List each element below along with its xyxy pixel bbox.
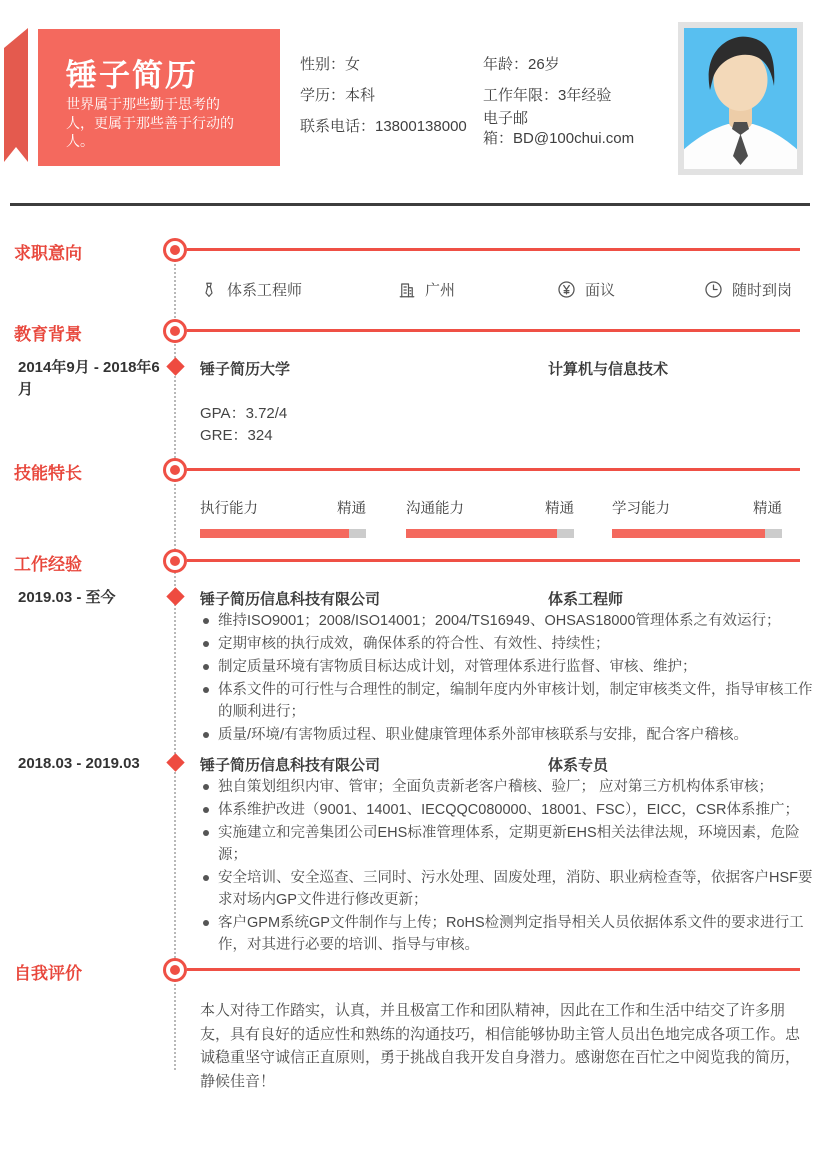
education-major: 计算机与信息技术 [548,361,669,378]
skill-item [200,497,366,538]
intention-position-label: 体系工程师 [227,282,303,299]
section-rule-evaluation [187,968,800,971]
timeline-node-icon [163,549,187,573]
header-divider [10,203,810,206]
intention-availability [704,279,792,300]
profile-phone: 联系电话：13800138000 [300,118,467,135]
intention-position [200,279,302,300]
education-school: 锤子简历大学 [200,361,291,378]
timeline-node-icon [163,319,187,343]
job-company: 锤子简历信息科技有限公司 [200,591,381,608]
resume-motto: 世界属于那些勤于思考的人，更属于那些善于行动的人。 [66,96,234,149]
job-bullet: 维持ISO9001；2008/ISO14001；2004/TS16949、OHSAS18000管理体系之有效运行； [200,610,814,632]
clock-icon [704,280,723,299]
job-company: 锤子简历信息科技有限公司 [200,757,381,774]
tie-icon [200,281,218,299]
timeline-node-icon [163,458,187,482]
job-bullet: 体系维护改进（9001、14001、IECQQC080000、18001、FSC），EICC，CSR体系推广； [200,799,814,821]
section-title-work: 工作经验 [14,555,82,574]
education-period: 2014年9月 - 2018年6月 [18,359,160,398]
skill-level: 精通 [753,501,782,517]
timeline-node-icon [163,958,187,982]
intention-city-label: 广州 [425,282,456,299]
intention-salary-label: 面议 [585,282,616,299]
skill-bar [200,529,366,538]
job-title: 体系专员 [548,757,609,774]
job-bullet: 实施建立和完善集团公司EHS标准管理体系，定期更新EHS相关法律法规，环境因素，危险源； [200,822,814,866]
job-period: 2019.03 - 至今 [18,589,116,606]
job-title: 体系工程师 [548,591,624,608]
section-title-education: 教育背景 [14,325,82,344]
building-icon [398,281,416,299]
profile-education: 学历：本科 [300,87,376,104]
section-title-intention: 求职意向 [14,244,82,263]
job-bullet: 体系文件的可行性与合理性的制定，编制年度内外审核计划，制定审核类文件，指导审核工作的顺利进行； [200,679,814,723]
skill-bar [406,529,574,538]
job-bullet: 客户GPM系统GP文件制作与上传；RoHS检测判定指导相关人员依据体系文件的要求进行工作，对其进行必要的培训、指导与审核。 [200,912,814,956]
section-title-skills: 技能特长 [14,464,82,483]
avatar [678,22,803,175]
skill-level: 精通 [545,501,574,517]
job-bullet-list [200,610,814,747]
job-bullet: 独自策划组织内审、管审；全面负责新老客户稽核、验厂； 应对第三方机构体系审核； [200,776,814,798]
section-rule-education [187,329,800,332]
section-rule-skills [187,468,800,471]
profile-email [483,109,634,149]
profile-gender: 性别：女 [300,56,361,73]
yen-icon [557,280,576,299]
education-gre: GRE：324 [200,427,273,444]
skill-name: 沟通能力 [406,501,464,517]
skill-name: 学习能力 [612,501,670,517]
skill-item [406,497,574,538]
profile-age: 年龄：26岁 [483,56,560,73]
education-gpa: GPA：3.72/4 [200,405,288,422]
self-evaluation-text: 本人对待工作踏实，认真，并且极富工作和团队精神，因此在工作和生活中结交了许多朋友，具有良好的适应性和熟练的沟通技巧，相信能够协助主管人员出色地完成各项工作。忠诚稳重坚守诚信正直原则，勇于挑战自我开发自身潜力。感谢您在百忙之中阅览我的简历，静候佳音！ [200,1002,801,1090]
section-title-evaluation: 自我评价 [14,964,82,983]
skill-bar [612,529,782,538]
intention-salary [557,279,615,300]
skill-name: 执行能力 [200,501,258,517]
job-bullet-list [200,776,814,957]
section-rule-intention [187,248,800,251]
job-bullet: 质量/环境/有害物质过程、职业健康管理体系外部审核联系与安排，配合客户稽核。 [200,724,814,746]
job-bullet: 定期审核的执行成效，确保体系的符合性、有效性、持续性； [200,633,814,655]
job-period: 2018.03 - 2019.03 [18,755,140,772]
profile-experience: 工作年限：3年经验 [483,87,612,104]
intention-availability-label: 随时到岗 [732,282,793,299]
job-bullet: 安全培训、安全巡查、三同时、污水处理、固废处理，消防、职业病检查等，依据客户HSF要求对场内GP文件进行修改更新； [200,867,814,911]
profile-email-line2: 箱：BD@100chui.com [483,130,635,147]
skill-level: 精通 [337,501,366,517]
resume-title: 锤子简历 [66,58,198,93]
job-bullet: 制定质量环境有害物质目标达成计划，对管理体系进行监督、审核、维护； [200,656,814,678]
section-rule-work [187,559,800,562]
timeline-node-icon [163,238,187,262]
profile-email-line1: 电子邮 [483,110,529,127]
intention-city [398,279,455,300]
skill-item [612,497,782,538]
avatar-person-icon [684,28,797,169]
